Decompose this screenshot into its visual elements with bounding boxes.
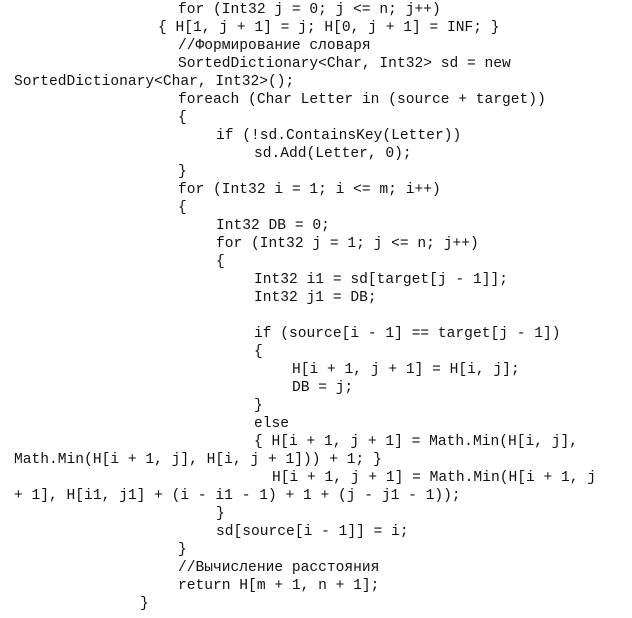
code-line: Int32 j1 = DB; <box>254 290 377 306</box>
code-line: { H[i + 1, j + 1] = Math.Min(H[i, j], <box>254 434 579 450</box>
code-line: { <box>254 344 263 360</box>
code-line: if (!sd.ContainsKey(Letter)) <box>216 128 462 144</box>
code-line: sd.Add(Letter, 0); <box>254 146 412 162</box>
code-line: } <box>140 596 149 612</box>
code-line: else <box>254 416 290 432</box>
code-line: { H[1, j + 1] = j; H[0, j + 1] = INF; } <box>158 20 500 36</box>
code-line: for (Int32 j = 1; j <= n; j++) <box>216 236 479 252</box>
code-comment: //Вычисление расстояния <box>178 560 380 576</box>
code-line: for (Int32 j = 0; j <= n; j++) <box>178 2 441 18</box>
code-line: H[i + 1, j + 1] = Math.Min(H[i + 1, j <box>272 470 597 486</box>
code-line: } <box>254 398 263 414</box>
code-line: } <box>178 164 187 180</box>
code-line: Int32 DB = 0; <box>216 218 330 234</box>
code-line: return H[m + 1, n + 1]; <box>178 578 380 594</box>
code-line: DB = j; <box>292 380 354 396</box>
code-line: foreach (Char Letter in (source + target)) <box>178 92 546 108</box>
code-line: + 1], H[i1, j1] + (i - i1 - 1) + 1 + (j - j1 - 1)); <box>14 488 461 504</box>
code-line: } <box>216 506 225 522</box>
code-line: sd[source[i - 1]] = i; <box>216 524 409 540</box>
code-line: SortedDictionary<Char, Int32>(); <box>14 74 295 90</box>
code-line: H[i + 1, j + 1] = H[i, j]; <box>292 362 520 378</box>
code-line: Int32 i1 = sd[target[j - 1]]; <box>254 272 508 288</box>
code-line: } <box>178 542 187 558</box>
code-line: { <box>216 254 225 270</box>
code-line: if (source[i - 1] == target[j - 1]) <box>254 326 561 342</box>
code-line: SortedDictionary<Char, Int32> sd = new <box>178 56 511 72</box>
code-comment: //Формирование словаря <box>178 38 371 54</box>
code-line: { <box>178 200 187 216</box>
code-line: { <box>178 110 187 126</box>
code-line: Math.Min(H[i + 1, j], H[i, j + 1])) + 1; } <box>14 452 382 468</box>
code-line: for (Int32 i = 1; i <= m; i++) <box>178 182 441 198</box>
